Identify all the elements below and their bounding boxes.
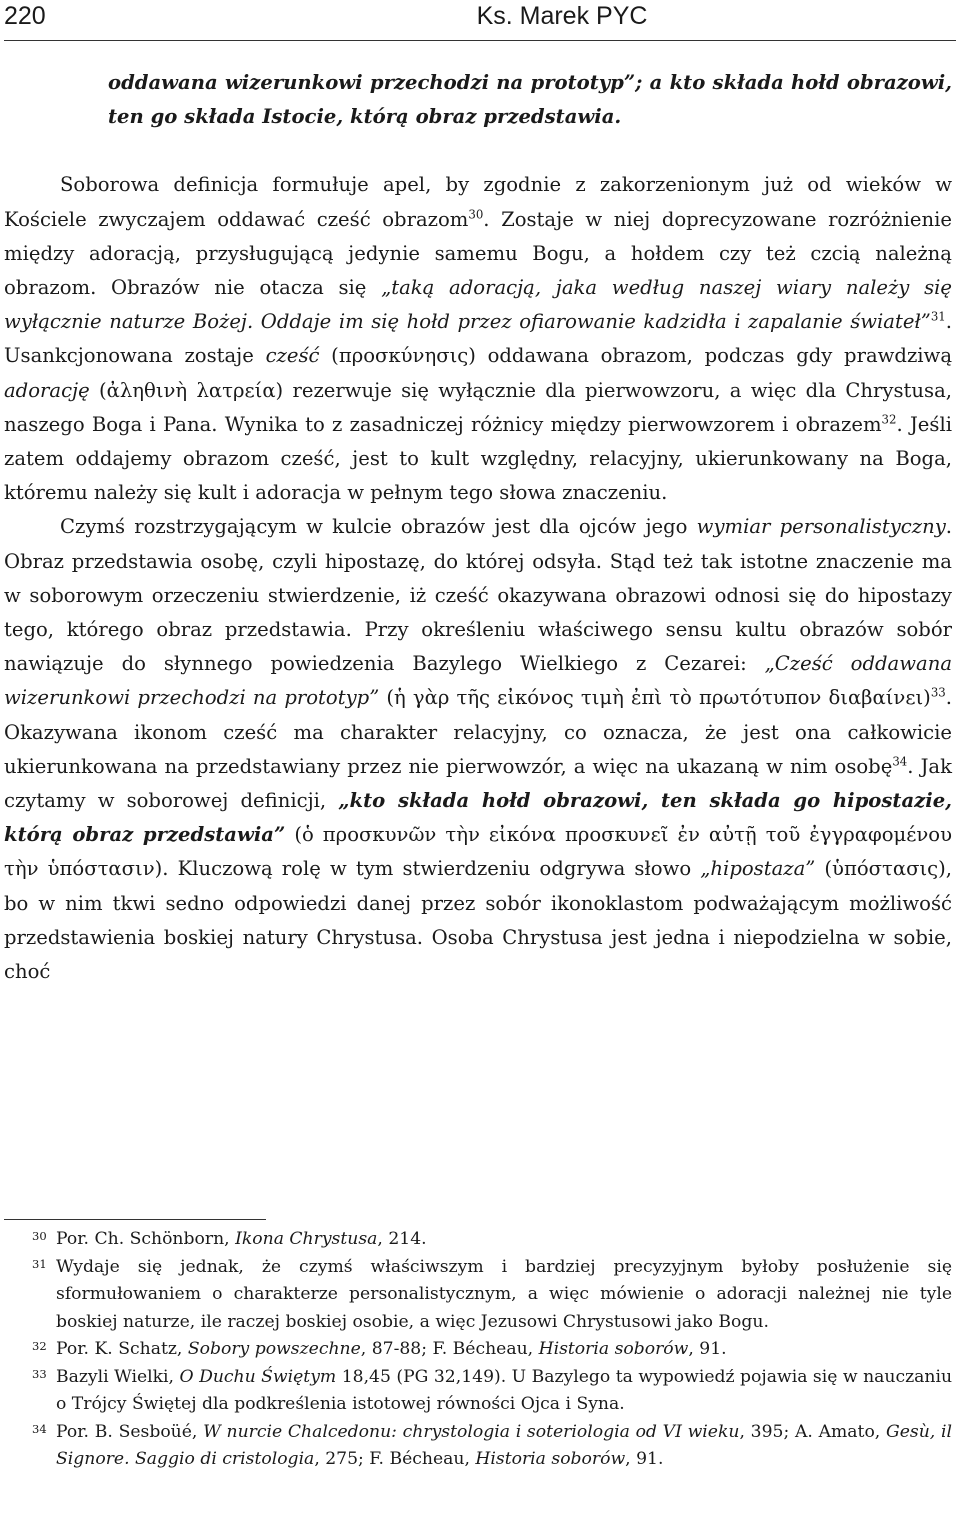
text: , 395; A. Amato,: [739, 1421, 886, 1442]
page-number: 220: [4, 2, 46, 30]
text: , 214.: [377, 1229, 427, 1249]
book-title: W nurcie Chalcedonu: chrystologia i soteriologia od VI wieku: [203, 1421, 740, 1442]
greek-text: (ὁ προσκυνῶν τὴν εἰκόνα προσκυνεῖ ἐν αὐτῇ τοῦ ἐγγραφομένου τὴν ὑπόστασιν). Kluczową rolę w tym stwierdzeniu odgrywa słowo: [4, 823, 952, 881]
text: Por. K. Schatz,: [56, 1339, 188, 1359]
text: . Zostaje w niej doprecyzowane rozróżnienie między adoracją, przysługującą jedynie samemu Bogu, a hołdem czy też czcią należną obrazom. Obrazów nie otacza się: [4, 207, 953, 300]
term-italic: adorację: [4, 378, 90, 402]
text: Por. B. Sesboüé,: [56, 1421, 204, 1442]
text: , 91.: [625, 1449, 664, 1469]
footnote-30: [4, 1226, 952, 1254]
footnote-34: [4, 1419, 952, 1474]
footnote-number: 34: [32, 1421, 47, 1436]
book-title: Sobory powszechne: [187, 1339, 361, 1359]
footnote-ref-30[interactable]: 30: [468, 207, 484, 222]
text: . Obraz przedstawia osobę, czyli hipostazę, do której odsyła. Stąd też tak istotne znaczenie ma w soborowym orzeczeniu stwierdzenie, iż cześć okazywana obrazowi odnosi się do hipostazy tego, którego obraz przedstawia. Przy określeniu właściwego sensu kultu obrazów sobór nawiązuje do słynnego powiedzenia Bazylego Wielkiego z Cezarei:: [4, 515, 953, 676]
text: (ἀληθινὴ λατρεία) rezerwuje się wyłącznie dla pierwowzoru, a więc dla Chrystusa, naszego Boga i Pana. Wynika to z zasadniczej różnicy między pierwowzorem i obrazem: [4, 378, 952, 436]
text: Soborowa definicja formułuje apel, by zgodnie z zakorzenionym już od wieków w Kościele zwyczajem oddawać cześć obrazom: [4, 173, 952, 231]
running-head: Ks. Marek PYC: [476, 2, 648, 30]
book-title: Historia soborów: [475, 1449, 626, 1469]
book-title: O Duchu Świętym: [179, 1366, 337, 1387]
footnote-ref-32[interactable]: 32: [881, 412, 897, 427]
quote-inline-bold: „kto składa hołd obrazowi, ten składa go hipostazie, którą obraz przedstawia”: [4, 789, 952, 847]
footnote-ref-31[interactable]: 31: [930, 309, 946, 324]
paragraph-2: [4, 510, 952, 989]
footnote-number: 30: [32, 1229, 47, 1243]
text: 18,45 (PG 32,149). U Bazylego ta wypowiedź pojawia się w nauczaniu o Trójcy Świętej dla podkreślenia istotowej równości Ojca i Syna.: [56, 1366, 953, 1414]
quote-block: [4, 66, 952, 134]
term-italic: cześć: [265, 344, 320, 368]
quote-inline: „Cześć oddawana wizerunkowi przechodzi na prototyp”: [4, 652, 952, 710]
book-title: Ikona Chrystusa: [235, 1229, 378, 1249]
footnotes: [4, 1226, 952, 1474]
page-header: [0, 0, 960, 36]
footnote-number: 31: [32, 1256, 47, 1271]
footnote-rule: [4, 1219, 266, 1220]
footnote-33: [4, 1364, 952, 1419]
text: , 91.: [688, 1339, 727, 1359]
text: . Jak czytamy w soborowej definicji,: [4, 754, 952, 813]
footnote-32: [4, 1336, 952, 1364]
text: Wydaje się jednak, że czymś właściwszym i bardziej precyzyjnym byłoby posłużenie się sformułowaniem o charakterze personalistycznym, a więc mówienie o adoracji należnej nie tyle boskiej naturze, ile raczej boskiej osobie, a więc Jezusowi Chrystusowi jako Bogu.: [56, 1256, 952, 1332]
book-title: Gesù, il Signore. Saggio di cristologia: [56, 1421, 952, 1469]
text: (προσκύνησις) oddawana obrazom, podczas gdy prawdziwą: [319, 344, 952, 368]
greek-text: (ἡ γὰρ τῆς εἰκόνος τιμὴ ἐπὶ τὸ πρωτότυπον διαβαίνει): [379, 686, 931, 710]
term-italic: wymiar personalistyczny: [696, 515, 946, 539]
main-text: [4, 66, 952, 989]
text: . Jeśli zatem oddajemy obrazom cześć, jest to kult względny, relacyjny, ukierunkowany na Boga, któremu należy się kult i adoracja w pełnym tego słowa znaczeniu.: [4, 412, 952, 505]
footnote-31: [4, 1254, 952, 1337]
footnote-ref-34[interactable]: 34: [892, 754, 908, 769]
text: (ὑπόστασις), bo w nim tkwi sedno odpowiedzi danej przez sobór ikonoklastom podważającym możliwość przedstawienia boskiej natury Chrystusa. Osoba Chrystusa jest jedna i niepodzielna w sobie, choć: [4, 857, 952, 984]
quote-inline: „taką adoracją, jaka według naszej wiary należy się wyłącznie naturze Bożej. Oddaje im się hołd przez ofiarowanie kadzidła i zapalanie świateł”: [4, 276, 952, 334]
text: Bazyli Wielki,: [56, 1366, 180, 1387]
text: Czymś rozstrzygającym w kulcie obrazów jest dla ojców jego: [60, 515, 697, 539]
term-italic: „hipostaza”: [700, 857, 816, 881]
text: . Okazywana ikonom cześć ma charakter relacyjny, co oznacza, że jest ona całkowicie ukierunkowana na przedstawiany przez nie pierwowzór, a więc na ukazaną w nim osobę: [4, 686, 952, 778]
book-title: Historia soborów: [538, 1339, 689, 1359]
footnote-ref-33[interactable]: 33: [930, 685, 946, 700]
quote-text: oddawana wizerunkowi przechodzi na prototyp”; a kto składa hołd obrazowi, ten go składa Istocie, którą obraz przedstawia.: [108, 71, 952, 129]
footnote-number: 33: [32, 1366, 47, 1381]
text: , 87-88; F. Bécheau,: [360, 1339, 539, 1359]
header-rule: [4, 40, 956, 41]
footnote-number: 32: [32, 1339, 47, 1353]
text: Por. Ch. Schönborn,: [56, 1229, 236, 1249]
text: . Usankcjonowana zostaje: [4, 310, 952, 368]
text: , 275; F. Bécheau,: [314, 1449, 476, 1469]
paragraph-1: [4, 168, 952, 510]
